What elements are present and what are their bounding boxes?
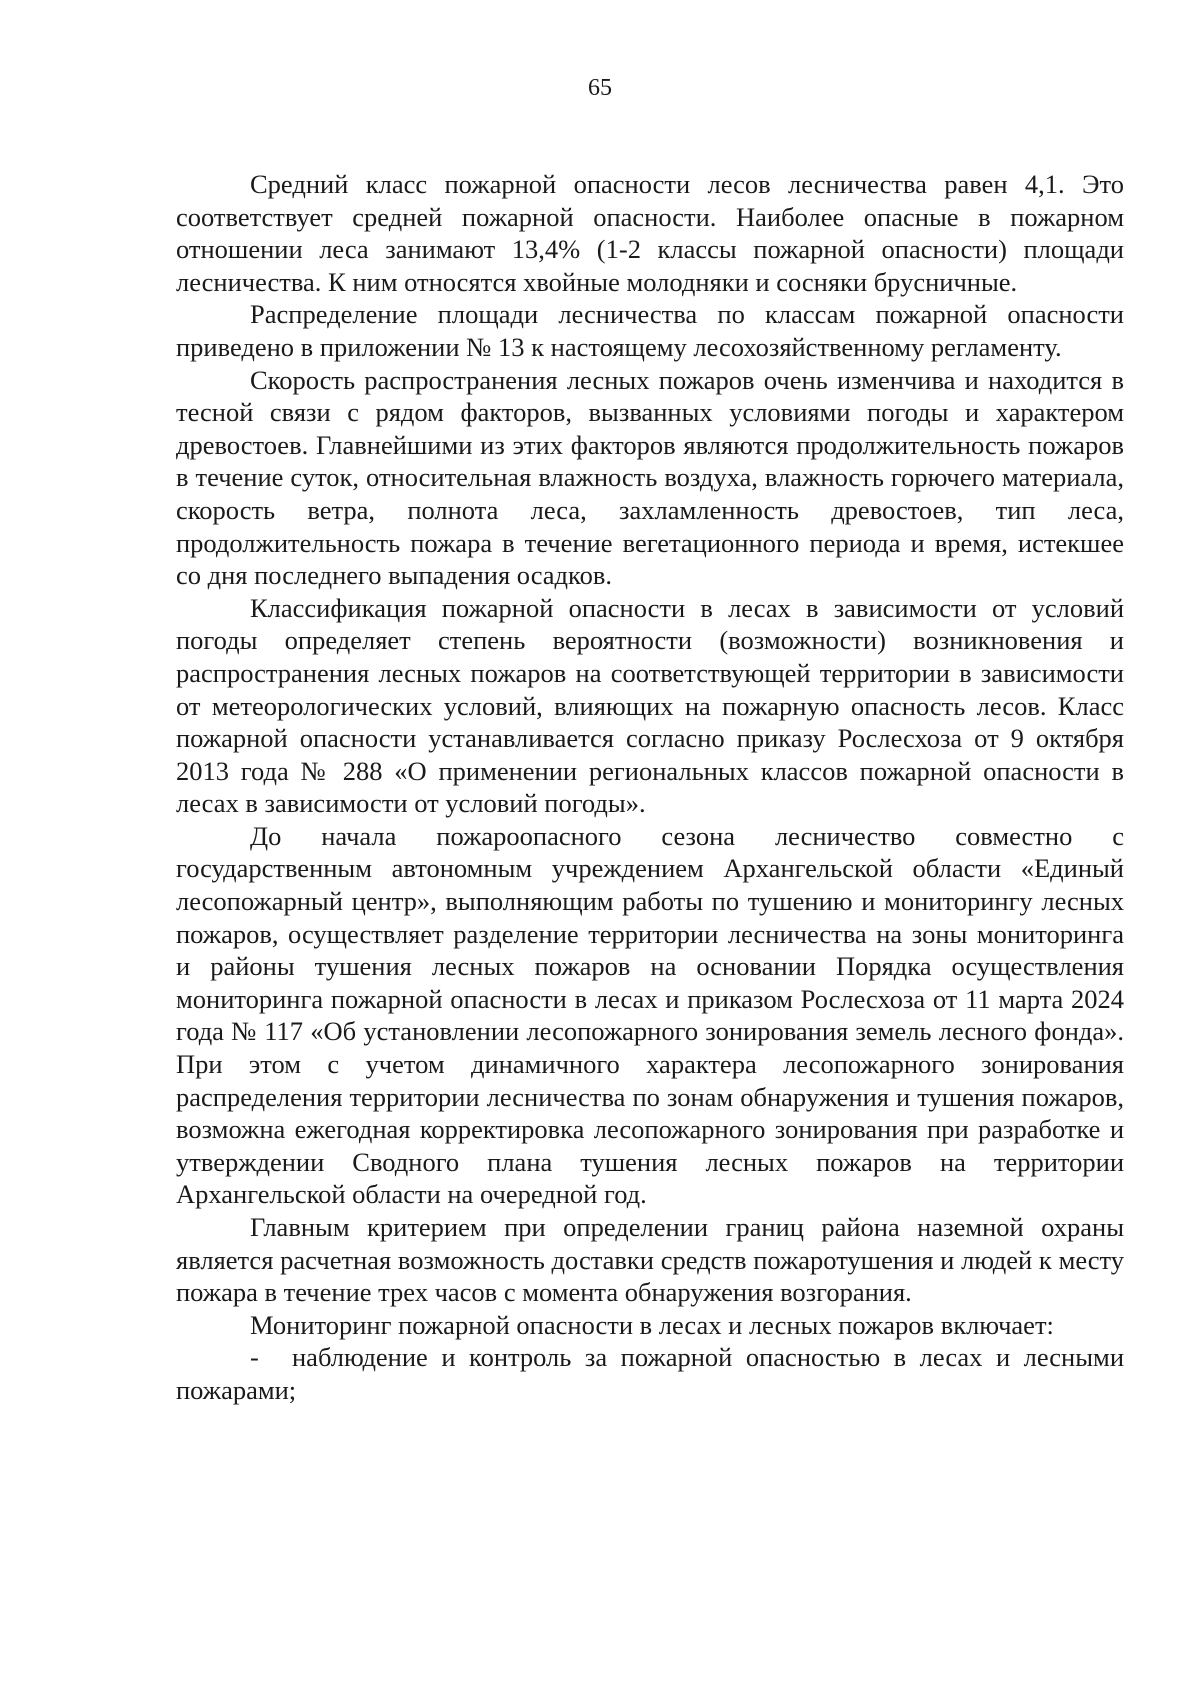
list-item-marker: - bbox=[250, 1342, 259, 1373]
paragraph-ground-protection-criterion: Главным критерием при определении границ района наземной охраны является расчетная возможность доставки средств пожаротушения и людей к месту пожара в течение трех часов с момента обнаружения возгорания. bbox=[176, 1212, 1124, 1308]
paragraph-fire-spread-speed: Скорость распространения лесных пожаров очень изменчива и находится в тесной связи с рядом факторов, вызванных условиями погоды и характером древостоев. Главнейшими из этих факторов являются продолжительность пожаров в течение суток, относительная влажность воздуха, влажность горючего материала, скорость ветра, полнота леса, захламленность древостоев, тип леса, продолжительность пожара в течение вегетационного периода и время, истекшее со дня последнего выпадения осадков. bbox=[176, 364, 1124, 591]
list-item bbox=[176, 1341, 1124, 1406]
page-number: 65 bbox=[588, 75, 612, 101]
body-text bbox=[176, 168, 1124, 1407]
paragraph-area-distribution: Распределение площади лесничества по классам пожарной опасности приведено в приложении № 13 к настоящему лесохозяйственному регламенту. bbox=[176, 299, 1124, 362]
paragraph-monitoring-intro: Мониторинг пожарной опасности в лесах и лесных пожаров включает: bbox=[250, 1309, 1054, 1340]
paragraph-fire-classification: Классификация пожарной опасности в лесах в зависимости от условий погоды определяет степень вероятности (возможности) возникновения и распространения лесных пожаров на соответствующей территории в зависимости от метеорологических условий, влияющих на пожарную опасность лесов. Класс пожарной опасности устанавливается согласно приказу Рослесхоза от 9 октября 2013 года № 288 «О применении региональных классов пожарной опасности в лесах в зависимости от условий погоды». bbox=[176, 592, 1124, 819]
paragraph-fire-class-average: Средний класс пожарной опасности лесов лесничества равен 4,1. Это соответствует средней пожарной опасности. Наиболее опасные в пожарном отношении леса занимают 13,4% (1-2 классы пожарной опасности) площади лесничества. К ним относятся хвойные молодняки и сосняки брусничные. bbox=[176, 169, 1124, 297]
list-item-text: наблюдение и контроль за пожарной опасностью в лесах и лесными пожарами; bbox=[176, 1342, 1124, 1405]
paragraph-fire-season-zoning: До начала пожароопасного сезона лесничество совместно с государственным автономным учреждением Архангельской области «Единый лесопожарный центр», выполняющим работы по тушению и мониторингу лесных пожаров, осуществляет разделение территории лесничества на зоны мониторинга и районы тушения лесных пожаров на основании Порядка осуществления мониторинга пожарной опасности в лесах и приказом Рослесхоза от 11 марта 2024 года № 117 «Об установлении лесопожарного зонирования земель лесного фонда». При этом с учетом динамичного характера лесопожарного зонирования распределения территории лесничества по зонам обнаружения и тушения пожаров, возможна ежегодная корректировка лесопожарного зонирования при разработке и утверждении Сводного плана тушения лесных пожаров на территории Архангельской области на очередной год. bbox=[176, 820, 1124, 1210]
